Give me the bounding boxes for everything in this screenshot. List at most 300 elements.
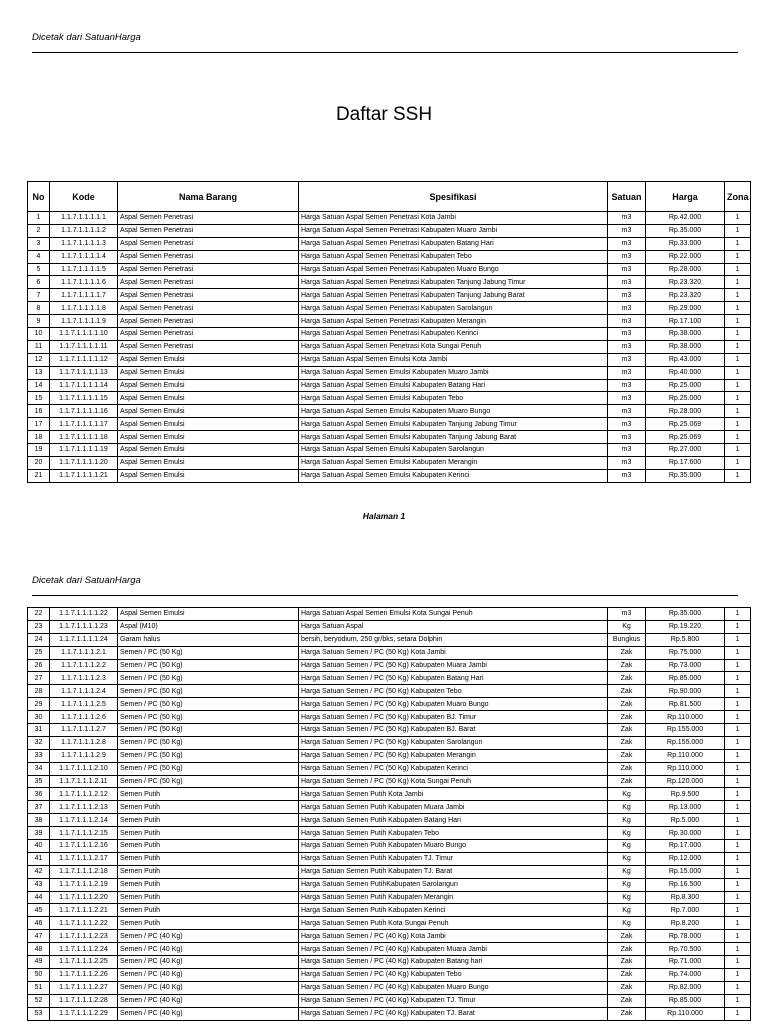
cell-zona: 1: [725, 711, 751, 724]
cell-spesifikasi: Harga Satuan Semen / PC (50 Kg) Kota Sungai Penuh: [299, 775, 608, 788]
table-row: [28, 340, 751, 353]
column-header: Satuan: [608, 182, 646, 212]
cell-spesifikasi: Harga Satuan Semen / PC (50 Kg) Kabupaten Merangin: [299, 749, 608, 762]
table-row: [28, 943, 751, 956]
cell-harga: Rp.5.000: [646, 814, 725, 827]
cell-no: 46: [28, 917, 50, 930]
cell-spesifikasi: Harga Satuan Semen / PC (50 Kg) Kabupaten Tebo: [299, 685, 608, 698]
cell-harga: Rp.17.100: [646, 315, 725, 328]
cell-nama-barang: Semen / PC (50 Kg): [118, 762, 299, 775]
cell-spesifikasi: Harga Satuan Aspal Semen Emulsi Kabupaten Merangin: [299, 456, 608, 469]
cell-harga: Rp.12.000: [646, 852, 725, 865]
price-table: [27, 181, 751, 483]
cell-kode: 1.1.7.1.1.1.1.21: [50, 469, 118, 482]
cell-harga: Rp.85.000: [646, 672, 725, 685]
cell-nama-barang: Semen / PC (50 Kg): [118, 775, 299, 788]
cell-nama-barang: Aspal Semen Penetrasi: [118, 212, 299, 225]
cell-satuan: Zak: [608, 943, 646, 956]
table-row: [28, 878, 751, 891]
cell-nama-barang: Aspal Semen Penetrasi: [118, 315, 299, 328]
table-row: [28, 392, 751, 405]
cell-nama-barang: Aspal Semen Emulsi: [118, 379, 299, 392]
cell-nama-barang: Aspal Semen Emulsi: [118, 353, 299, 366]
cell-spesifikasi: Harga Satuan Aspal: [299, 620, 608, 633]
cell-zona: 1: [725, 302, 751, 315]
cell-spesifikasi: Harga Satuan Semen Putih Kabupaten Muaro Bungo: [299, 840, 608, 853]
cell-satuan: Zak: [608, 698, 646, 711]
cell-spesifikasi: Harga Satuan Semen / PC (50 Kg) Kabupaten BJ. Timur: [299, 711, 608, 724]
cell-zona: 1: [725, 775, 751, 788]
cell-no: 19: [28, 444, 50, 457]
price-table-continued: [27, 607, 751, 1021]
cell-zona: 1: [725, 276, 751, 289]
cell-nama-barang: Aspal (M10): [118, 620, 299, 633]
cell-spesifikasi: Harga Satuan Semen Putih Kabupaten Muara Jambi: [299, 801, 608, 814]
cell-kode: 1.1.7.1.1.1.2.20: [50, 891, 118, 904]
cell-satuan: Zak: [608, 672, 646, 685]
column-header: Harga: [646, 182, 725, 212]
cell-kode: 1.1.7.1.1.1.1.16: [50, 405, 118, 418]
cell-no: 31: [28, 724, 50, 737]
cell-zona: 1: [725, 840, 751, 853]
cell-harga: Rp.25.069: [646, 431, 725, 444]
table-row: [28, 749, 751, 762]
cell-spesifikasi: Harga Satuan Aspal Semen Penetrasi Kota Sungai Penuh: [299, 340, 608, 353]
cell-kode: 1.1.7.1.1.1.2.2: [50, 659, 118, 672]
cell-nama-barang: Aspal Semen Penetrasi: [118, 289, 299, 302]
cell-spesifikasi: Harga Satuan Aspal Semen Penetrasi Kabupaten Muaro Bungo: [299, 263, 608, 276]
cell-kode: 1.1.7.1.1.1.2.10: [50, 762, 118, 775]
cell-harga: Rp.25.069: [646, 418, 725, 431]
cell-satuan: m3: [608, 250, 646, 263]
cell-no: 17: [28, 418, 50, 431]
cell-harga: Rp.17.600: [646, 456, 725, 469]
table-row: [28, 917, 751, 930]
cell-no: 51: [28, 981, 50, 994]
cell-spesifikasi: Harga Satuan Aspal Semen Emulsi Kota Jambi: [299, 353, 608, 366]
cell-nama-barang: Semen / PC (40 Kg): [118, 994, 299, 1007]
cell-spesifikasi: Harga Satuan Semen Putih Kota Sungai Penuh: [299, 917, 608, 930]
cell-spesifikasi: Harga Satuan Semen / PC (40 Kg) Kabupaten TJ. Timur: [299, 994, 608, 1007]
cell-spesifikasi: Harga Satuan Semen Putih Kabupaten TJ. Timur: [299, 852, 608, 865]
cell-zona: 1: [725, 801, 751, 814]
cell-nama-barang: Aspal Semen Penetrasi: [118, 276, 299, 289]
cell-kode: 1.1.7.1.1.1.2.18: [50, 865, 118, 878]
cell-zona: 1: [725, 994, 751, 1007]
cell-kode: 1.1.7.1.1.1.1.18: [50, 431, 118, 444]
cell-spesifikasi: Harga Satuan Semen Putih Kabupaten TJ. Barat: [299, 865, 608, 878]
cell-spesifikasi: Harga Satuan Aspal Semen Emulsi Kabupaten Tanjung Jabung Barat: [299, 431, 608, 444]
column-header: No: [28, 182, 50, 212]
table-row: [28, 289, 751, 302]
cell-zona: 1: [725, 724, 751, 737]
cell-nama-barang: Semen Putih: [118, 891, 299, 904]
cell-nama-barang: Aspal Semen Emulsi: [118, 469, 299, 482]
cell-harga: Rp.28.000: [646, 405, 725, 418]
cell-zona: 1: [725, 392, 751, 405]
cell-harga: Rp.110.000: [646, 711, 725, 724]
cell-harga: Rp.35.000: [646, 469, 725, 482]
cell-satuan: Zak: [608, 775, 646, 788]
cell-zona: 1: [725, 456, 751, 469]
cell-kode: 1.1.7.1.1.1.1.13: [50, 366, 118, 379]
table-row: [28, 353, 751, 366]
cell-no: 7: [28, 289, 50, 302]
cell-harga: Rp.43.000: [646, 353, 725, 366]
table-row: [28, 840, 751, 853]
cell-zona: 1: [725, 431, 751, 444]
cell-kode: 1.1.7.1.1.1.1.4: [50, 250, 118, 263]
cell-zona: 1: [725, 633, 751, 646]
cell-zona: 1: [725, 956, 751, 969]
cell-zona: 1: [725, 904, 751, 917]
cell-satuan: m3: [608, 353, 646, 366]
cell-spesifikasi: Harga Satuan Aspal Semen Penetrasi Kabupaten Sarolangun: [299, 302, 608, 315]
cell-nama-barang: Semen Putih: [118, 814, 299, 827]
cell-kode: 1.1.7.1.1.1.1.22: [50, 608, 118, 621]
table-row: [28, 302, 751, 315]
cell-harga: Rp.16.500: [646, 878, 725, 891]
cell-harga: Rp.82.000: [646, 981, 725, 994]
cell-nama-barang: Semen / PC (40 Kg): [118, 943, 299, 956]
page-header: [32, 575, 738, 596]
cell-kode: 1.1.7.1.1.1.1.7: [50, 289, 118, 302]
page-header-text: Dicetak dari SatuanHarga: [32, 32, 141, 43]
cell-nama-barang: Aspal Semen Emulsi: [118, 444, 299, 457]
cell-satuan: m3: [608, 456, 646, 469]
cell-no: 3: [28, 237, 50, 250]
cell-no: 42: [28, 865, 50, 878]
cell-spesifikasi: Harga Satuan Semen / PC (40 Kg) Kabupaten TJ. Barat: [299, 1007, 608, 1020]
cell-nama-barang: Semen / PC (50 Kg): [118, 736, 299, 749]
table-row: [28, 788, 751, 801]
cell-zona: 1: [725, 418, 751, 431]
cell-satuan: Kg: [608, 827, 646, 840]
cell-kode: 1.1.7.1.1.1.2.9: [50, 749, 118, 762]
table-row: [28, 827, 751, 840]
cell-harga: Rp.28.000: [646, 263, 725, 276]
cell-satuan: m3: [608, 444, 646, 457]
cell-zona: 1: [725, 469, 751, 482]
cell-nama-barang: Aspal Semen Emulsi: [118, 366, 299, 379]
table-row: [28, 814, 751, 827]
cell-zona: 1: [725, 917, 751, 930]
cell-nama-barang: Semen / PC (50 Kg): [118, 685, 299, 698]
cell-no: 10: [28, 328, 50, 341]
cell-zona: 1: [725, 865, 751, 878]
table-row: [28, 263, 751, 276]
cell-satuan: m3: [608, 340, 646, 353]
table-row: [28, 904, 751, 917]
cell-kode: 1.1.7.1.1.1.2.11: [50, 775, 118, 788]
cell-no: 21: [28, 469, 50, 482]
cell-kode: 1.1.7.1.1.1.1.8: [50, 302, 118, 315]
cell-spesifikasi: bersih, beryodium, 250 gr/bks, setara Dolphin: [299, 633, 608, 646]
cell-satuan: Zak: [608, 981, 646, 994]
cell-nama-barang: Aspal Semen Penetrasi: [118, 340, 299, 353]
cell-spesifikasi: Harga Satuan Semen / PC (40 Kg) Kabupaten Muara Jambi: [299, 943, 608, 956]
cell-satuan: m3: [608, 289, 646, 302]
cell-satuan: m3: [608, 237, 646, 250]
cell-harga: Rp.81.500: [646, 698, 725, 711]
cell-no: 9: [28, 315, 50, 328]
cell-no: 20: [28, 456, 50, 469]
cell-harga: Rp.78.000: [646, 930, 725, 943]
cell-harga: Rp.15.000: [646, 865, 725, 878]
cell-spesifikasi: Harga Satuan Aspal Semen Penetrasi Kabupaten Merangin: [299, 315, 608, 328]
cell-harga: Rp.8.300: [646, 891, 725, 904]
cell-satuan: Zak: [608, 736, 646, 749]
table-row: [28, 1007, 751, 1020]
cell-spesifikasi: Harga Satuan Aspal Semen Emulsi Kabupaten Kerinci: [299, 469, 608, 482]
table-row: [28, 250, 751, 263]
cell-no: 38: [28, 814, 50, 827]
cell-no: 37: [28, 801, 50, 814]
cell-no: 30: [28, 711, 50, 724]
cell-zona: 1: [725, 981, 751, 994]
cell-kode: 1.1.7.1.1.1.1.11: [50, 340, 118, 353]
cell-harga: Rp.22.000: [646, 250, 725, 263]
cell-harga: Rp.27.000: [646, 444, 725, 457]
cell-no: 45: [28, 904, 50, 917]
cell-nama-barang: Semen Putih: [118, 865, 299, 878]
cell-harga: Rp.19.220: [646, 620, 725, 633]
table-row: [28, 405, 751, 418]
cell-kode: 1.1.7.1.1.1.1.10: [50, 328, 118, 341]
page-header: [32, 32, 738, 53]
cell-nama-barang: Semen / PC (50 Kg): [118, 698, 299, 711]
cell-harga: Rp.7.000: [646, 904, 725, 917]
cell-kode: 1.1.7.1.1.1.2.16: [50, 840, 118, 853]
cell-harga: Rp.120.000: [646, 775, 725, 788]
cell-spesifikasi: Harga Satuan Semen / PC (50 Kg) Kota Jambi: [299, 646, 608, 659]
table-row: [28, 418, 751, 431]
cell-kode: 1.1.7.1.1.1.1.19: [50, 444, 118, 457]
cell-satuan: Zak: [608, 659, 646, 672]
cell-nama-barang: Aspal Semen Penetrasi: [118, 224, 299, 237]
table-row: [28, 775, 751, 788]
cell-nama-barang: Semen Putih: [118, 840, 299, 853]
cell-harga: Rp.40.000: [646, 366, 725, 379]
cell-spesifikasi: Harga Satuan Aspal Semen Penetrasi Kabupaten Tebo: [299, 250, 608, 263]
cell-no: 6: [28, 276, 50, 289]
cell-nama-barang: Aspal Semen Penetrasi: [118, 328, 299, 341]
cell-spesifikasi: Harga Satuan Semen Putih Kabupaten Batang Hari: [299, 814, 608, 827]
cell-no: 14: [28, 379, 50, 392]
cell-no: 40: [28, 840, 50, 853]
cell-harga: Rp.17.000: [646, 840, 725, 853]
cell-zona: 1: [725, 289, 751, 302]
table-row: [28, 968, 751, 981]
cell-nama-barang: Aspal Semen Emulsi: [118, 418, 299, 431]
cell-zona: 1: [725, 328, 751, 341]
cell-kode: 1.1.7.1.1.1.2.28: [50, 994, 118, 1007]
cell-zona: 1: [725, 943, 751, 956]
cell-nama-barang: Semen / PC (50 Kg): [118, 724, 299, 737]
cell-zona: 1: [725, 340, 751, 353]
cell-spesifikasi: Harga Satuan Semen / PC (50 Kg) Kabupaten BJ. Barat: [299, 724, 608, 737]
cell-nama-barang: Semen Putih: [118, 801, 299, 814]
cell-satuan: Kg: [608, 917, 646, 930]
cell-harga: Rp.42.000: [646, 212, 725, 225]
cell-satuan: Zak: [608, 749, 646, 762]
table-row: [28, 276, 751, 289]
cell-zona: 1: [725, 263, 751, 276]
cell-spesifikasi: Harga Satuan Semen Putih Kota Jambi: [299, 788, 608, 801]
cell-satuan: Zak: [608, 956, 646, 969]
cell-kode: 1.1.7.1.1.1.2.27: [50, 981, 118, 994]
cell-zona: 1: [725, 250, 751, 263]
cell-spesifikasi: Harga Satuan Aspal Semen Emulsi Kabupaten Tebo: [299, 392, 608, 405]
cell-harga: Rp.110.000: [646, 749, 725, 762]
cell-no: 13: [28, 366, 50, 379]
cell-nama-barang: Aspal Semen Emulsi: [118, 431, 299, 444]
cell-spesifikasi: Harga Satuan Semen / PC (50 Kg) Kabupaten Kerinci: [299, 762, 608, 775]
table-row: [28, 711, 751, 724]
cell-harga: Rp.70.500: [646, 943, 725, 956]
cell-kode: 1.1.7.1.1.1.2.1: [50, 646, 118, 659]
table-row: [28, 315, 751, 328]
page-footer: Halaman 1: [362, 511, 406, 521]
cell-spesifikasi: Harga Satuan Aspal Semen Penetrasi Kabupaten Tanjung Jabung Timur: [299, 276, 608, 289]
cell-nama-barang: Aspal Semen Penetrasi: [118, 302, 299, 315]
cell-zona: 1: [725, 646, 751, 659]
cell-nama-barang: Aspal Semen Emulsi: [118, 392, 299, 405]
cell-harga: Rp.33.000: [646, 237, 725, 250]
table-row: [28, 431, 751, 444]
cell-satuan: Kg: [608, 852, 646, 865]
cell-harga: Rp.90.000: [646, 685, 725, 698]
cell-nama-barang: Aspal Semen Emulsi: [118, 456, 299, 469]
cell-satuan: Kg: [608, 865, 646, 878]
cell-harga: Rp.23.320: [646, 289, 725, 302]
cell-kode: 1.1.7.1.1.1.1.1: [50, 212, 118, 225]
cell-zona: 1: [725, 814, 751, 827]
column-header: Spesifikasi: [299, 182, 608, 212]
cell-kode: 1.1.7.1.1.1.1.12: [50, 353, 118, 366]
cell-harga: Rp.110.000: [646, 1007, 725, 1020]
cell-no: 11: [28, 340, 50, 353]
cell-zona: 1: [725, 852, 751, 865]
cell-nama-barang: Semen Putih: [118, 788, 299, 801]
cell-zona: 1: [725, 379, 751, 392]
cell-satuan: m3: [608, 608, 646, 621]
cell-satuan: m3: [608, 405, 646, 418]
cell-zona: 1: [725, 930, 751, 943]
cell-kode: 1.1.7.1.1.1.2.12: [50, 788, 118, 801]
cell-no: 4: [28, 250, 50, 263]
cell-no: 35: [28, 775, 50, 788]
column-header: Kode: [50, 182, 118, 212]
cell-harga: Rp.8.200: [646, 917, 725, 930]
cell-harga: Rp.155.000: [646, 724, 725, 737]
cell-zona: 1: [725, 237, 751, 250]
cell-satuan: Zak: [608, 646, 646, 659]
cell-satuan: Kg: [608, 891, 646, 904]
cell-zona: 1: [725, 608, 751, 621]
cell-kode: 1.1.7.1.1.1.1.24: [50, 633, 118, 646]
cell-nama-barang: Semen / PC (40 Kg): [118, 1007, 299, 1020]
cell-no: 26: [28, 659, 50, 672]
cell-spesifikasi: Harga Satuan Aspal Semen Penetrasi Kabupaten Muaro Jambi: [299, 224, 608, 237]
cell-kode: 1.1.7.1.1.1.1.14: [50, 379, 118, 392]
cell-satuan: m3: [608, 224, 646, 237]
cell-spesifikasi: Harga Satuan Semen / PC (50 Kg) Kabupaten Batang Hari: [299, 672, 608, 685]
cell-nama-barang: Aspal Semen Emulsi: [118, 405, 299, 418]
cell-nama-barang: Semen Putih: [118, 878, 299, 891]
cell-kode: 1.1.7.1.1.1.2.4: [50, 685, 118, 698]
cell-spesifikasi: Harga Satuan Semen / PC (40 Kg) Kota Jambi: [299, 930, 608, 943]
cell-no: 43: [28, 878, 50, 891]
cell-harga: Rp.29.000: [646, 302, 725, 315]
cell-zona: 1: [725, 672, 751, 685]
cell-kode: 1.1.7.1.1.1.2.14: [50, 814, 118, 827]
cell-harga: Rp.5.800: [646, 633, 725, 646]
column-header: Zona: [725, 182, 751, 212]
cell-harga: Rp.35.000: [646, 224, 725, 237]
table-row: [28, 456, 751, 469]
cell-no: 2: [28, 224, 50, 237]
cell-zona: 1: [725, 762, 751, 775]
cell-no: 22: [28, 608, 50, 621]
cell-harga: Rp.25.000: [646, 392, 725, 405]
cell-satuan: Zak: [608, 968, 646, 981]
cell-zona: 1: [725, 698, 751, 711]
table-row: [28, 891, 751, 904]
cell-kode: 1.1.7.1.1.1.2.25: [50, 956, 118, 969]
cell-satuan: m3: [608, 315, 646, 328]
cell-nama-barang: Semen / PC (50 Kg): [118, 659, 299, 672]
cell-no: 15: [28, 392, 50, 405]
cell-satuan: Kg: [608, 904, 646, 917]
table-row: [28, 865, 751, 878]
cell-satuan: Kg: [608, 878, 646, 891]
table-row: [28, 366, 751, 379]
cell-satuan: Kg: [608, 840, 646, 853]
cell-kode: 1.1.7.1.1.1.1.2: [50, 224, 118, 237]
table-row: [28, 224, 751, 237]
cell-zona: 1: [725, 749, 751, 762]
cell-kode: 1.1.7.1.1.1.1.5: [50, 263, 118, 276]
cell-satuan: Kg: [608, 814, 646, 827]
table-row: [28, 672, 751, 685]
cell-kode: 1.1.7.1.1.1.2.7: [50, 724, 118, 737]
cell-no: 12: [28, 353, 50, 366]
cell-no: 25: [28, 646, 50, 659]
cell-nama-barang: Semen / PC (40 Kg): [118, 930, 299, 943]
cell-spesifikasi: Harga Satuan Semen PutihKabupaten Sarolangun: [299, 878, 608, 891]
table-row: [28, 444, 751, 457]
cell-nama-barang: Semen / PC (50 Kg): [118, 646, 299, 659]
cell-harga: Rp.38.000: [646, 340, 725, 353]
table-row: [28, 328, 751, 341]
cell-harga: Rp.73.000: [646, 659, 725, 672]
cell-spesifikasi: Harga Satuan Aspal Semen Emulsi Kabupaten Muaro Jambi: [299, 366, 608, 379]
cell-kode: 1.1.7.1.1.1.1.3: [50, 237, 118, 250]
cell-kode: 1.1.7.1.1.1.2.22: [50, 917, 118, 930]
cell-nama-barang: Semen Putih: [118, 904, 299, 917]
cell-spesifikasi: Harga Satuan Aspal Semen Penetrasi Kabupaten Kerinci: [299, 328, 608, 341]
cell-kode: 1.1.7.1.1.1.2.3: [50, 672, 118, 685]
cell-no: 24: [28, 633, 50, 646]
cell-zona: 1: [725, 968, 751, 981]
cell-harga: Rp.75.000: [646, 646, 725, 659]
cell-no: 49: [28, 956, 50, 969]
cell-kode: 1.1.7.1.1.1.2.8: [50, 736, 118, 749]
cell-harga: Rp.13.000: [646, 801, 725, 814]
cell-spesifikasi: Harga Satuan Semen / PC (40 Kg) Kabupaten Tebo: [299, 968, 608, 981]
cell-satuan: m3: [608, 276, 646, 289]
